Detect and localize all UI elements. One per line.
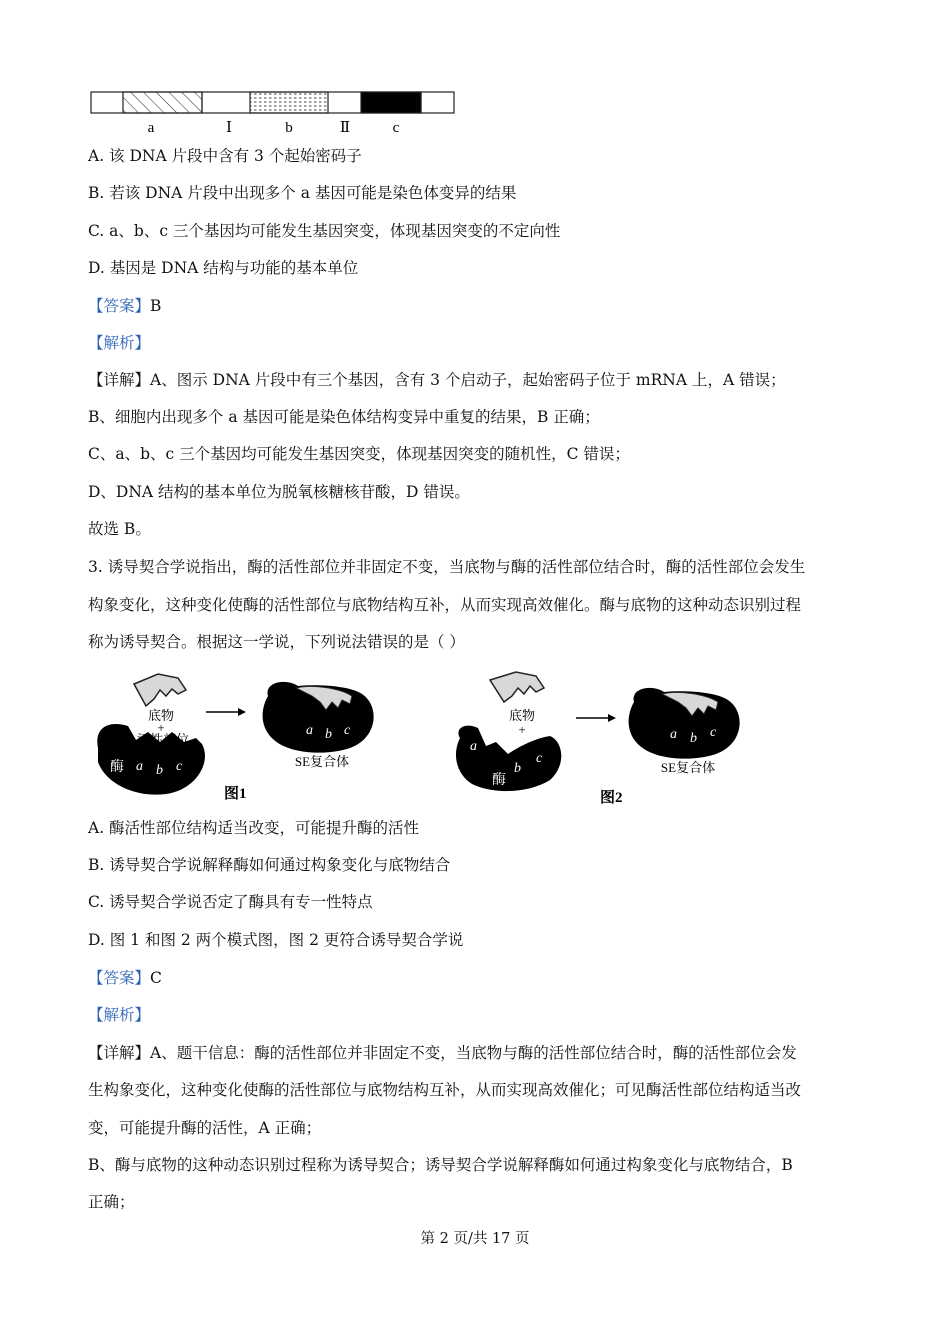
fig2-complex-site-b: b	[690, 731, 697, 746]
fig2-complex-site-a: a	[670, 727, 677, 742]
q2-detail-line: D、DNA 结构的基本单位为脱氧核糖核苷酸，D 错误。	[88, 483, 470, 501]
fig1-caption: 图1	[224, 786, 247, 802]
detail-text: A、图示 DNA 片段中有三个基因，含有 3 个启动子，起始密码子位于 mRNA 上，A 错误；	[150, 371, 786, 389]
fig2-substrate-shape	[490, 672, 544, 702]
dna-label-region-2: Ⅱ	[339, 120, 351, 136]
fig2-substrate-label: 底物	[508, 708, 536, 723]
detail-tag: 【详解】	[88, 371, 151, 389]
q2-analysis-tag: 【解析】	[88, 334, 151, 352]
fig1-substrate-shape	[134, 674, 186, 706]
fig2-enzyme-shape	[456, 726, 561, 791]
fig1-active-site-label: 活性部位	[136, 732, 190, 747]
dna-label-region-1: Ⅰ	[226, 120, 232, 136]
dna-label-b: b	[285, 120, 293, 136]
fig1-enzyme-label: 酶	[110, 760, 124, 775]
dna-segment-figure	[88, 88, 460, 138]
fig1-site-b: b	[156, 763, 163, 778]
q3-analysis-tag: 【解析】	[88, 1006, 151, 1024]
q2-answer	[88, 295, 161, 317]
q2-option-a: A. 该 DNA 片段中含有 3 个起始密码子	[88, 147, 362, 165]
q3-stem-line: 构象变化，这种变化使酶的活性部位与底物结构互补，从而实现高效催化。酶与底物的这种动态识别过程	[88, 596, 802, 614]
q3-stem-line: 3. 诱导契合学说指出，酶的活性部位并非固定不变，当底物与酶的活性部位结合时，酶的活性部位会发生	[88, 558, 806, 576]
enzyme-induced-fit-figure	[88, 666, 768, 812]
q2-option-d: D. 基因是 DNA 结构与功能的基本单位	[88, 259, 359, 277]
fig2-plus: +	[518, 722, 526, 737]
fig1-plus: +	[157, 720, 165, 735]
q3-option-c: C. 诱导契合学说否定了酶具有专一性特点	[88, 893, 373, 911]
fig2-caption: 图2	[600, 790, 623, 806]
gene-b-segment	[250, 92, 328, 113]
q2-conclusion: 故选 B。	[88, 520, 151, 538]
fig2-complex-site-c: c	[710, 725, 717, 740]
dna-label-a: a	[147, 120, 155, 136]
q3-detail-line	[88, 1042, 797, 1064]
q2-detail-line: C、a、b、c 三个基因均可能发生基因突变，体现基因突变的随机性，C 错误；	[88, 445, 630, 463]
q2-detail-line: B、细胞内出现多个 a 基因可能是染色体结构变异中重复的结果，B 正确；	[88, 408, 600, 426]
fig1-substrate-label: 底物	[147, 708, 175, 723]
fig2-enzyme-label: 酶	[492, 773, 506, 788]
gene-c-segment	[361, 92, 421, 113]
q2-option-c: C. a、b、c 三个基因均可能发生基因突变，体现基因突变的不定向性	[88, 222, 561, 240]
fig1-complex-site-c: c	[344, 723, 351, 738]
fig2-site-c: c	[536, 751, 543, 766]
q3-answer	[88, 967, 162, 989]
page-footer: 第 2 页/共 17 页	[420, 1231, 530, 1247]
q3-detail-line: 生构象变化，这种变化使酶的活性部位与底物结构互补，从而实现高效催化；可见酶活性部位结构适当改	[88, 1081, 802, 1099]
q3-option-b: B. 诱导契合学说解释酶如何通过构象变化与底物结合	[88, 856, 451, 874]
q3-detail-line: 变，可能提升酶的活性，A 正确；	[88, 1119, 322, 1137]
fig1-complex-site-b: b	[325, 727, 332, 742]
fig1-site-a: a	[136, 759, 143, 774]
gene-a-segment	[123, 92, 202, 113]
answer-value: C	[150, 969, 162, 987]
detail-text: A、题干信息：酶的活性部位并非固定不变，当底物与酶的活性部位结合时，酶的活性部位会发	[150, 1044, 797, 1062]
q2-detail-line	[88, 369, 786, 391]
dna-label-c: c	[392, 120, 400, 136]
answer-tag: 【答案】	[88, 297, 151, 315]
fig2-site-b: b	[514, 761, 521, 776]
fig1-complex-label: SE复合体	[294, 754, 350, 769]
fig2-complex-label: SE复合体	[660, 760, 716, 775]
fig1-complex-site-a: a	[306, 723, 313, 738]
answer-tag: 【答案】	[88, 969, 151, 987]
q3-detail-line: 正确；	[88, 1193, 135, 1211]
fig2-site-a: a	[470, 739, 477, 754]
q3-option-a: A. 酶活性部位结构适当改变，可能提升酶的活性	[88, 819, 420, 837]
answer-value: B	[150, 297, 162, 315]
q3-option-d: D. 图 1 和图 2 两个模式图，图 2 更符合诱导契合学说	[88, 931, 464, 949]
q3-detail-line: B、酶与底物的这种动态识别过程称为诱导契合；诱导契合学说解释酶如何通过构象变化与底物结合，B	[88, 1156, 793, 1174]
q2-option-b: B. 若该 DNA 片段中出现多个 a 基因可能是染色体变异的结果	[88, 184, 517, 202]
fig1-site-c: c	[176, 759, 183, 774]
detail-tag: 【详解】	[88, 1044, 151, 1062]
q3-stem-line: 称为诱导契合。根据这一学说，下列说法错误的是（ ）	[88, 633, 465, 651]
